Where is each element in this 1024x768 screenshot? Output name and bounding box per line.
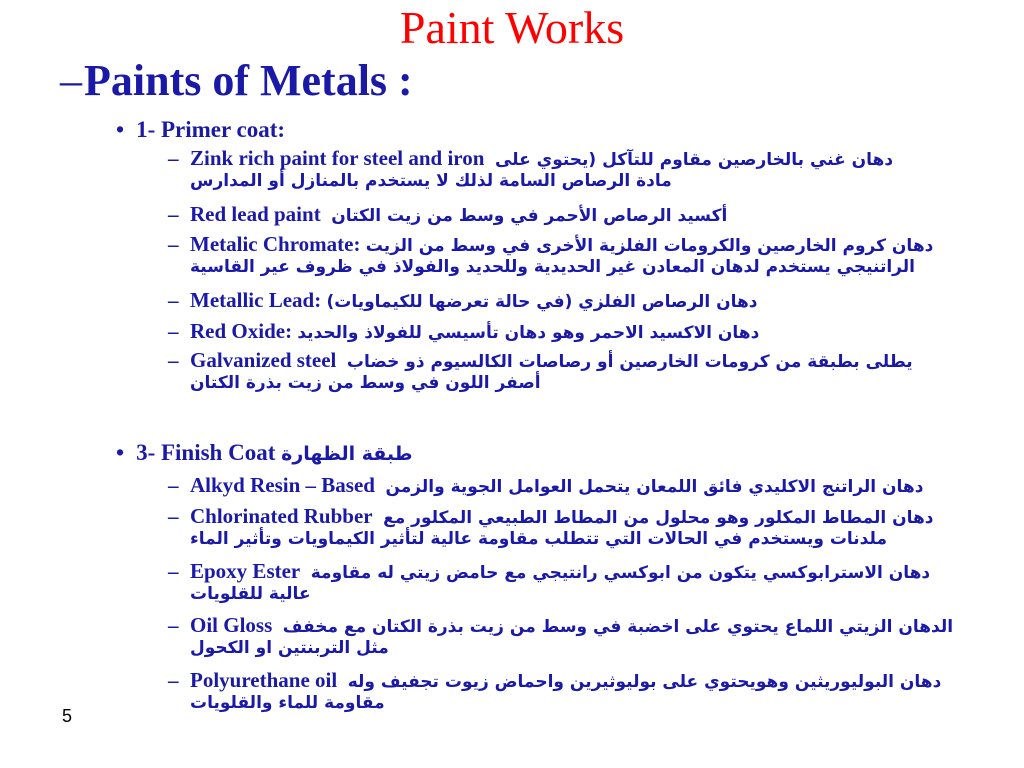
item-english: Polyurethane oil (190, 668, 338, 692)
item-english: Red Oxide: (190, 319, 293, 343)
item-dash: – (168, 319, 179, 343)
item-english: Galvanized steel (190, 348, 337, 372)
item-arabic-line2: مثل التربنتين او الكحول (190, 638, 389, 658)
bullet-label: 3- Finish Coat (136, 440, 276, 465)
item-english: Zink rich paint for steel and iron (190, 146, 485, 170)
item-dash: – (168, 288, 179, 312)
item-english: Metalic Chromate: (190, 232, 361, 256)
bullet-label: 1- Primer coat: (136, 117, 286, 142)
item-arabic-line2: ملدنات ويستخدم في الحالات التي تتطلب مقاومة عالية لتأثير الكيماويات وتأثير الماء (190, 529, 887, 549)
item-english: Metallic Lead: (190, 288, 322, 312)
item-dash: – (168, 146, 179, 170)
item-arabic: دهان غني بالخارصين مقاوم للتآكل (يحتوي على (494, 150, 894, 170)
item-arabic-line2: مقاومة للماء والقلويات (190, 693, 385, 713)
heading-dash: – (60, 56, 82, 105)
item-dash: – (168, 348, 179, 372)
item-arabic: الدهان الزيتي اللماع يحتوي على اخضبة في وسط من زيت بذرة الكتان مع مخفف (282, 617, 954, 637)
item-arabic: دهان الراتنج الاكليدي فائق اللمعان يتحمل العوامل الجوية والزمن (385, 477, 924, 497)
item-dash: – (168, 202, 179, 226)
item-dash: – (168, 559, 179, 583)
item-dash: – (168, 613, 179, 637)
bullet-label-arabic: طبقة الظهارة (281, 443, 413, 465)
item-english: Chlorinated Rubber (190, 504, 373, 528)
item-dash: – (168, 504, 179, 528)
item-arabic-line2: أصفر اللون في وسط من زيت بذرة الكتان (190, 373, 541, 393)
item-arabic: دهان الاكسيد الاحمر وهو دهان تأسيسي للفولاذ والحديد (297, 323, 760, 343)
bullet-dot: • (116, 440, 125, 465)
item-arabic: دهان البوليوريثين وهويحتوي على بوليوثيرين واحماض زيوت تجفيف وله (347, 672, 942, 692)
section-heading (60, 56, 413, 106)
item-dash: – (168, 473, 179, 497)
item-arabic: يطلى بطبقة من كرومات الخارصين أو رصاصات الكالسيوم ذو خضاب (346, 352, 913, 372)
page-number: 5 (62, 706, 73, 726)
item-dash: – (168, 232, 179, 256)
item-arabic: دهان الاسترابوكسي يتكون من ابوكسي رانتيجي مع حامض زيتي له مقاومة (310, 563, 931, 583)
item-english: Red lead paint (190, 202, 321, 226)
item-arabic: دهان المطاط المكلور وهو محلول من المطاط الطبيعي المكلور مع (383, 508, 934, 528)
item-arabic-line2: عالية للقلويات (190, 584, 311, 604)
item-english: Epoxy Ester (190, 559, 301, 583)
bullet-finish-coat (116, 439, 413, 468)
item-english: Alkyd Resin – Based (190, 473, 375, 497)
heading-text: Paints of Metals : (84, 56, 413, 105)
item-arabic-line2: مادة الرصاص السامة لذلك لا يستخدم بالمنازل أو المدارس (190, 171, 672, 191)
item-dash: – (168, 668, 179, 692)
item-arabic: دهان كروم الخارصين والكرومات الفلزية الأخرى في وسط من الزيت (365, 236, 934, 256)
bullet-dot: • (116, 117, 125, 142)
bullet-primer-coat (116, 116, 285, 144)
item-arabic: دهان الرصاص الفلزي (في حالة تعرضها للكيماويات) (326, 292, 758, 312)
item-arabic-line2: الراتنيجي يستخدم لدهان المعادن غير الحديدية وللحديد والفولاذ في ظروف عير القاسية (190, 257, 915, 277)
item-english: Oil Gloss (190, 613, 273, 637)
item-arabic: أكسيد الرصاص الأحمر في وسط من زيت الكتان (331, 206, 728, 226)
slide-title: Paint Works (399, 2, 625, 53)
